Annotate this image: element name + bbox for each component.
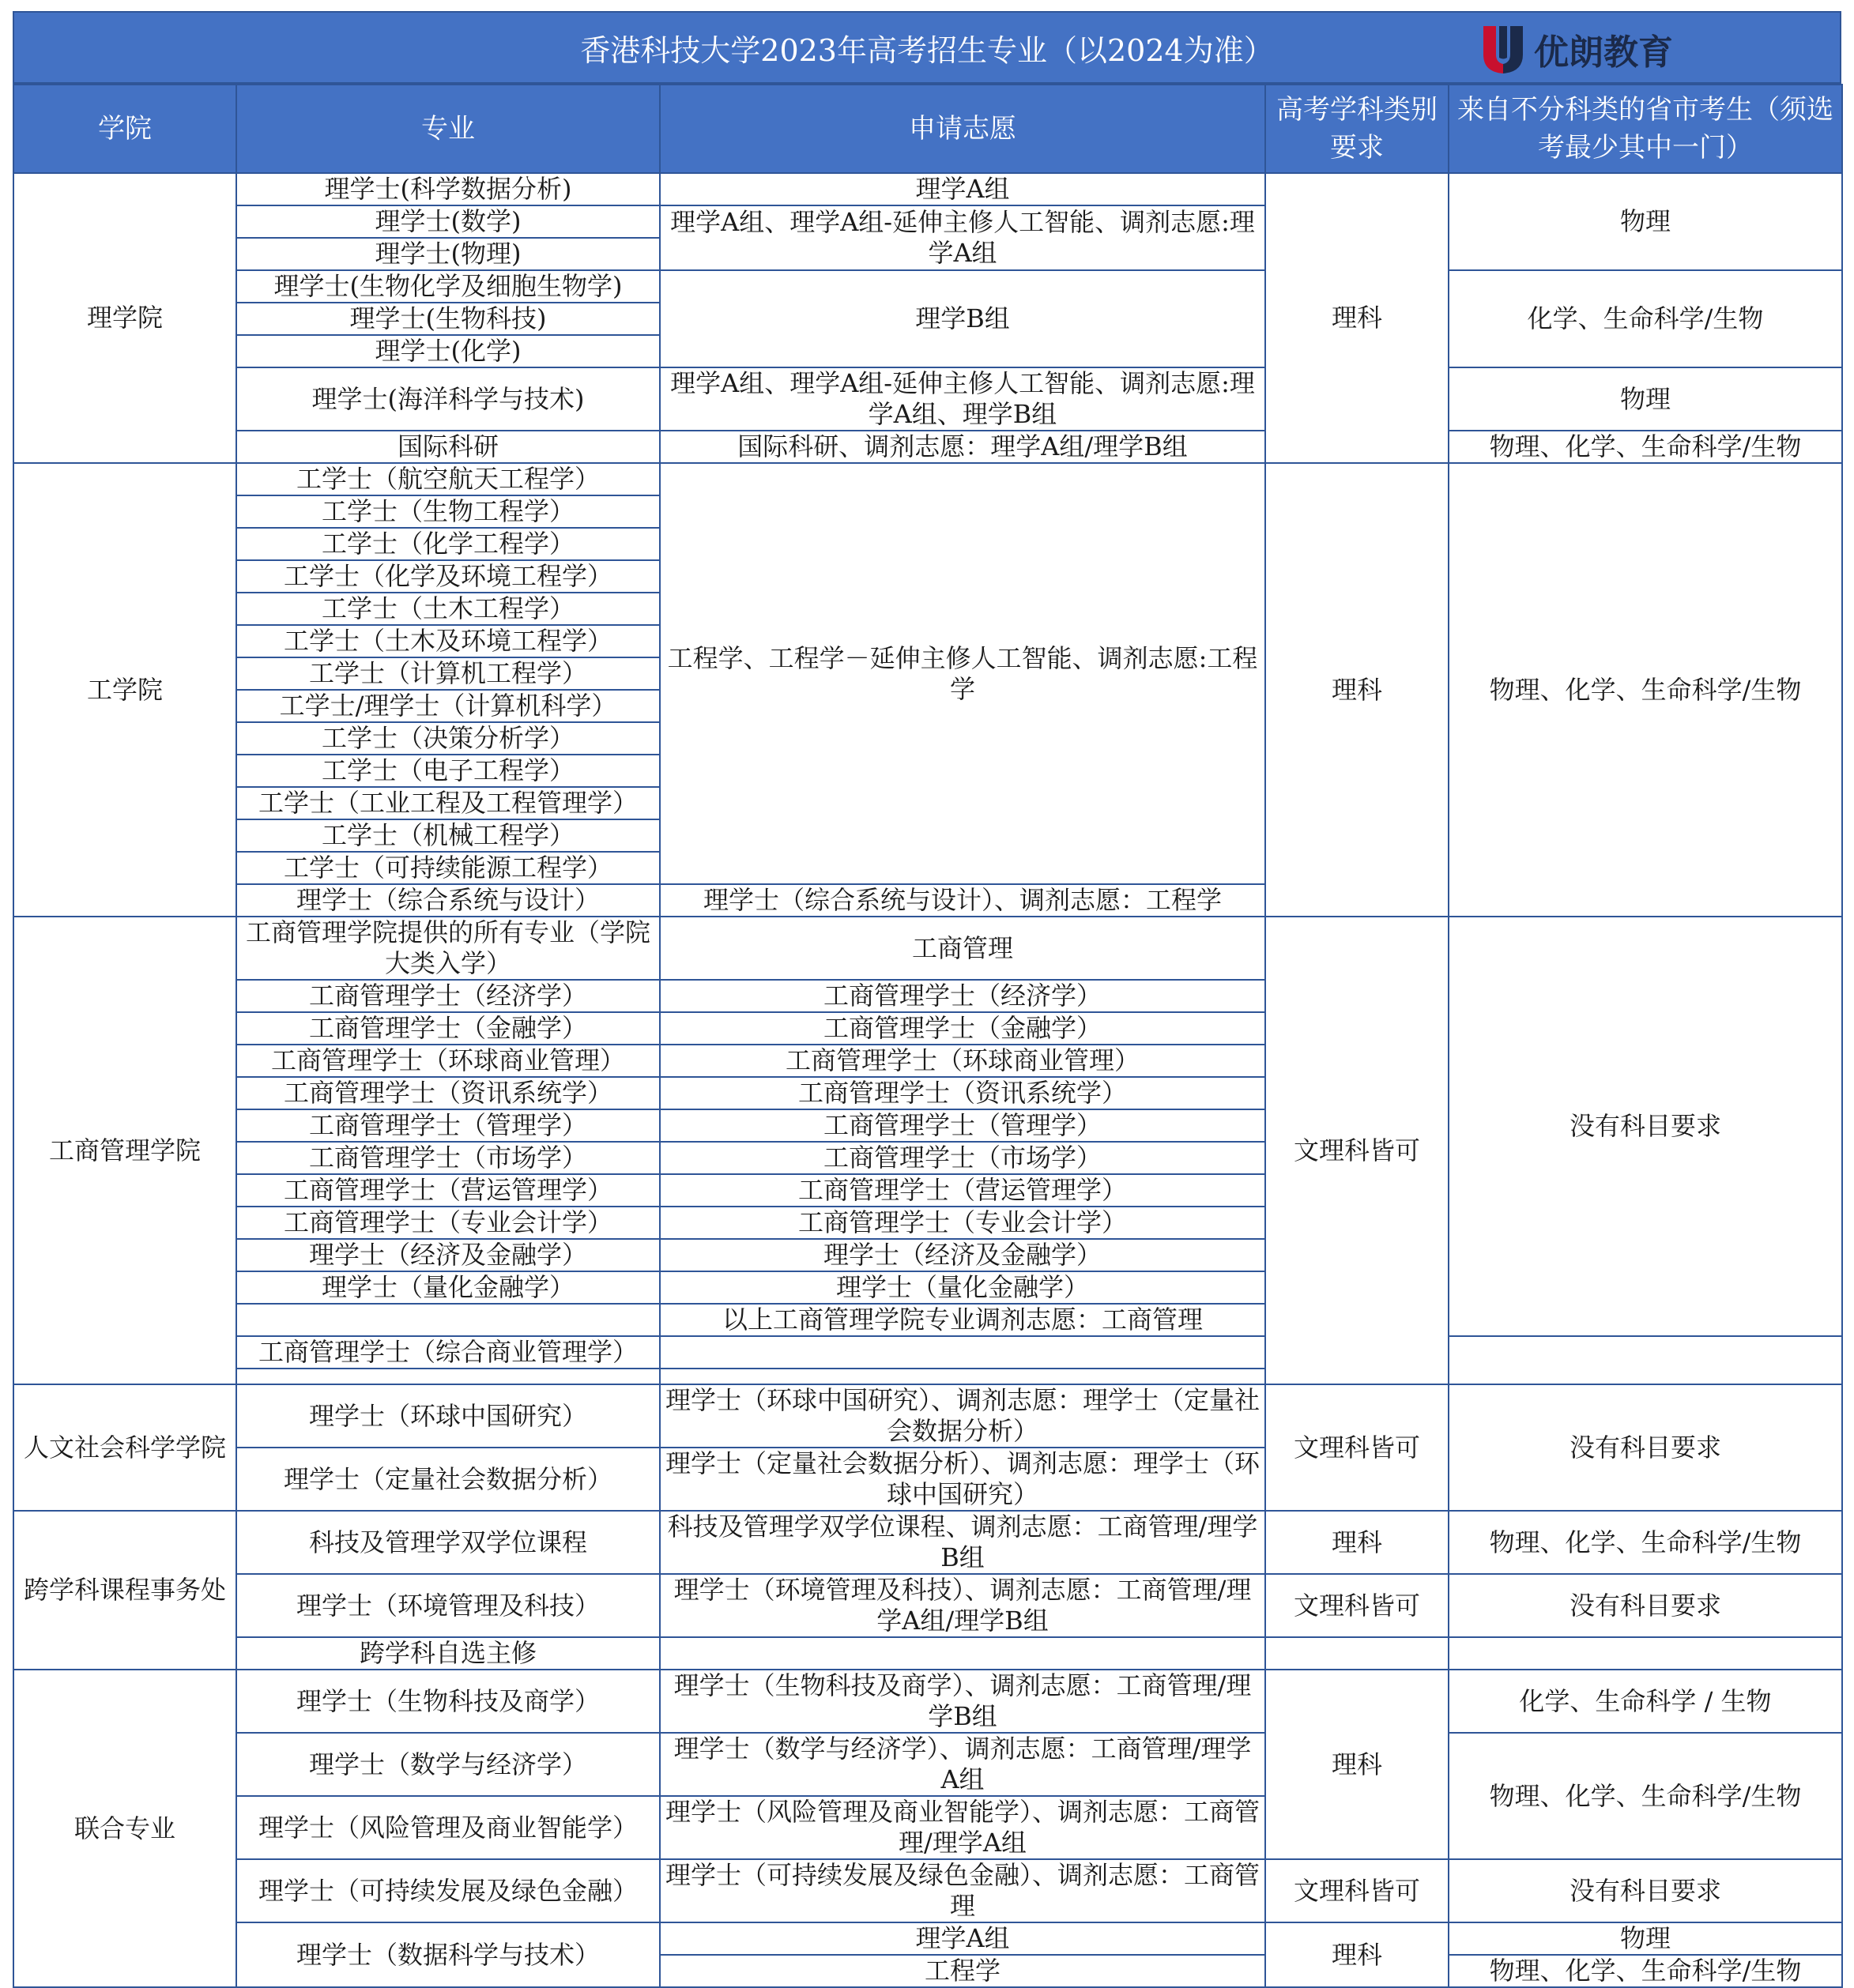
preference-cell: 理学士（可持续发展及绿色金融）、调剂志愿：工商管理: [660, 1859, 1265, 1922]
preference-cell: 科技及管理学双学位课程、调剂志愿：工商管理/理学B组: [660, 1511, 1265, 1574]
subjects-cell: 物理: [1449, 1922, 1842, 1955]
header-row: [13, 85, 1842, 173]
table-row: [13, 1859, 1842, 1922]
major-cell: 工学士（可持续能源工程学）: [236, 852, 660, 884]
major-cell: 工学士（土木工程学）: [236, 593, 660, 625]
subjects-cell: 物理、化学、生命科学/生物: [1449, 431, 1842, 463]
major-cell: 理学士（风险管理及商业智能学）: [236, 1796, 660, 1859]
major-cell: 工学士（决策分析学）: [236, 722, 660, 755]
major-cell: 理学士（量化金融学）: [236, 1271, 660, 1304]
major-cell: 工学士（工业工程及工程管理学）: [236, 787, 660, 819]
college-cell: 工商管理学院: [13, 917, 236, 1384]
preference-cell: 国际科研、调剂志愿：理学A组/理学B组: [660, 431, 1265, 463]
preference-cell: 理学士（定量社会数据分析）、调剂志愿：理学士（环球中国研究）: [660, 1448, 1265, 1511]
subjects-cell: 物理、化学、生命科学/生物: [1449, 463, 1842, 917]
table-row: [13, 1511, 1842, 1574]
major-cell: 理学士(生物化学及细胞生物学): [236, 270, 660, 303]
preference-cell: 理学士（环球中国研究）、调剂志愿：理学士（定量社会数据分析）: [660, 1384, 1265, 1448]
major-cell: 理学士（生物科技及商学）: [236, 1670, 660, 1733]
preference-cell: 理学B组: [660, 270, 1265, 367]
subjects-cell: 物理: [1449, 173, 1842, 270]
major-cell: 理学士（经济及金融学）: [236, 1239, 660, 1271]
preference-cell: 工商管理学士（市场学）: [660, 1142, 1265, 1174]
major-cell: 工商管理学士（专业会计学）: [236, 1207, 660, 1239]
major-cell: 理学士（可持续发展及绿色金融）: [236, 1859, 660, 1922]
header-college: 学院: [13, 85, 236, 173]
college-cell: 人文社会科学学院: [13, 1384, 236, 1511]
table-row: [13, 917, 1842, 948]
major-cell: 理学士(生物科技): [236, 303, 660, 335]
subjects-cell: 化学、生命科学/生物: [1449, 270, 1842, 367]
major-cell: 工学士（土木及环境工程学）: [236, 625, 660, 657]
preference-cell: 理学士（综合系统与设计）、调剂志愿：工程学: [660, 884, 1265, 917]
major-cell: 理学士(数学): [236, 205, 660, 238]
major-cell: 工学士（机械工程学）: [236, 819, 660, 852]
major-cell: 理学士（数据科学与技术）: [236, 1922, 660, 1987]
preference-cell: 理学士（环境管理及科技）、调剂志愿：工商管理/理学A组/理学B组: [660, 1574, 1265, 1637]
subjects-cell: [1449, 1336, 1842, 1384]
major-cell: 理学士(化学): [236, 335, 660, 367]
major-cell: 工学士（计算机工程学）: [236, 657, 660, 690]
preference-cell: [660, 1369, 1265, 1384]
table-row: [13, 1670, 1842, 1733]
major-cell: 工商管理学士（资讯系统学）: [236, 1077, 660, 1109]
major-cell: 工商管理学士（环球商业管理）: [236, 1045, 660, 1077]
major-cell: 理学士（数学与经济学）: [236, 1733, 660, 1796]
category-cell: 文理科皆可: [1265, 917, 1449, 1384]
major-cell: 工商管理学士（金融学）: [236, 1012, 660, 1045]
page-title: 香港科技大学2023年高考招生专业（以2024为准）: [580, 32, 1274, 68]
preference-cell: 理学士（数学与经济学）、调剂志愿：工商管理/理学A组: [660, 1733, 1265, 1796]
category-cell: 理科: [1265, 1511, 1449, 1574]
preference-cell: [660, 1336, 1265, 1369]
major-cell: [236, 1369, 660, 1384]
header-category: 高考学科类别要求: [1265, 85, 1449, 173]
major-cell: [236, 1304, 660, 1336]
table-row: [13, 367, 1842, 399]
subjects-cell: 物理、化学、生命科学/生物: [1449, 1733, 1842, 1859]
category-cell: 文理科皆可: [1265, 1574, 1449, 1637]
table-row: [13, 463, 1842, 495]
subjects-cell: 没有科目要求: [1449, 1574, 1842, 1637]
preference-cell: 工商管理学士（管理学）: [660, 1109, 1265, 1142]
major-cell: 理学士（环球中国研究）: [236, 1384, 660, 1448]
preference-cell: 以上工商管理学院专业调剂志愿：工商管理: [660, 1304, 1265, 1336]
table-row: [13, 270, 1842, 303]
table-row: [13, 1922, 1842, 1955]
table-row: [13, 173, 1842, 205]
major-cell: 工商管理学士（综合商业管理学）: [236, 1336, 660, 1369]
subjects-cell: 没有科目要求: [1449, 1859, 1842, 1922]
major-cell: 工学士（航空航天工程学）: [236, 463, 660, 495]
table-row: [13, 1574, 1842, 1637]
category-cell: [1265, 1637, 1449, 1670]
table-row: [13, 1637, 1842, 1670]
preference-cell: 工商管理学士（经济学）: [660, 980, 1265, 1012]
major-cell: 理学士（定量社会数据分析）: [236, 1448, 660, 1511]
title-bar: [13, 11, 1841, 84]
header-major: 专业: [236, 85, 660, 173]
subjects-cell: 没有科目要求: [1449, 917, 1842, 1336]
table-row: [13, 1336, 1842, 1369]
preference-cell: 工程学: [660, 1955, 1265, 1987]
preference-cell: 理学士（量化金融学）: [660, 1271, 1265, 1304]
preference-cell: 理学A组、理学A组-延伸主修人工智能、调剂志愿:理学A组: [660, 205, 1265, 270]
major-cell: 工学士/理学士（计算机科学）: [236, 690, 660, 722]
major-cell: 理学士（环境管理及科技）: [236, 1574, 660, 1637]
major-cell: 工商管理学院提供的所有专业（学院大类入学）: [236, 917, 660, 980]
preference-cell: 工商管理: [660, 917, 1265, 980]
preference-cell: 工程学、工程学－延伸主修人工智能、调剂志愿:工程学: [660, 463, 1265, 884]
major-cell: 工商管理学士（市场学）: [236, 1142, 660, 1174]
preference-cell: 工商管理学士（环球商业管理）: [660, 1045, 1265, 1077]
u-shield-logo-icon: [1480, 23, 1526, 75]
major-cell: 工商管理学士（管理学）: [236, 1109, 660, 1142]
preference-cell: 理学士（生物科技及商学）、调剂志愿：工商管理/理学B组: [660, 1670, 1265, 1733]
brand-name: 优朗教育: [1534, 32, 1673, 73]
major-cell: 理学士(科学数据分析): [236, 173, 660, 205]
subjects-cell: 物理、化学、生命科学/生物: [1449, 1955, 1842, 1987]
major-cell: 工商管理学士（营运管理学）: [236, 1174, 660, 1207]
preference-cell: [660, 1637, 1265, 1670]
major-cell: 工学士（生物工程学）: [236, 495, 660, 528]
table-row: [13, 1384, 1842, 1448]
preference-cell: 工商管理学士（营运管理学）: [660, 1174, 1265, 1207]
major-cell: 工学士（化学及环境工程学）: [236, 560, 660, 593]
category-cell: 理科: [1265, 1922, 1449, 1987]
preference-cell: 工商管理学士（金融学）: [660, 1012, 1265, 1045]
major-cell: 跨学科自选主修: [236, 1637, 660, 1670]
college-cell: 理学院: [13, 173, 236, 463]
category-cell: 文理科皆可: [1265, 1859, 1449, 1922]
preference-cell: 理学士（经济及金融学）: [660, 1239, 1265, 1271]
major-cell: 工商管理学士（经济学）: [236, 980, 660, 1012]
category-cell: 文理科皆可: [1265, 1384, 1449, 1511]
category-cell: 理科: [1265, 463, 1449, 917]
college-cell: 工学院: [13, 463, 236, 917]
preference-cell: 工商管理学士（专业会计学）: [660, 1207, 1265, 1239]
major-cell: 理学士(海洋科学与技术): [236, 367, 660, 431]
subjects-cell: 物理、化学、生命科学/生物: [1449, 1511, 1842, 1574]
major-cell: 工学士（化学工程学）: [236, 528, 660, 560]
subjects-cell: 没有科目要求: [1449, 1384, 1842, 1511]
preference-cell: 理学A组: [660, 1922, 1265, 1955]
subjects-cell: 化学、生命科学 / 生物: [1449, 1670, 1842, 1733]
admission-table: [13, 84, 1843, 1988]
brand-logo: [1480, 22, 1673, 76]
college-cell: 跨学科课程事务处: [13, 1511, 236, 1670]
subjects-cell: 物理: [1449, 367, 1842, 431]
header-preference: 申请志愿: [660, 85, 1265, 173]
major-cell: 理学士（综合系统与设计）: [236, 884, 660, 917]
preference-cell: 理学A组: [660, 173, 1265, 205]
college-cell: 联合专业: [13, 1670, 236, 1987]
admission-sheet: [13, 11, 1841, 1988]
major-cell: 理学士(物理): [236, 238, 660, 270]
table-row: [13, 431, 1842, 463]
major-cell: 国际科研: [236, 431, 660, 463]
major-cell: 科技及管理学双学位课程: [236, 1511, 660, 1574]
preference-cell: 理学士（风险管理及商业智能学）、调剂志愿：工商管理/理学A组: [660, 1796, 1265, 1859]
category-cell: 理科: [1265, 173, 1449, 463]
preference-cell: 工商管理学士（资讯系统学）: [660, 1077, 1265, 1109]
major-cell: 工学士（电子工程学）: [236, 755, 660, 787]
subjects-cell: [1449, 1637, 1842, 1670]
header-subjects: 来自不分科类的省市考生（须选考最少其中一门）: [1449, 85, 1842, 173]
category-cell: 理科: [1265, 1670, 1449, 1859]
table-row: [13, 1733, 1842, 1796]
preference-cell: 理学A组、理学A组-延伸主修人工智能、调剂志愿:理学A组、理学B组: [660, 367, 1265, 431]
